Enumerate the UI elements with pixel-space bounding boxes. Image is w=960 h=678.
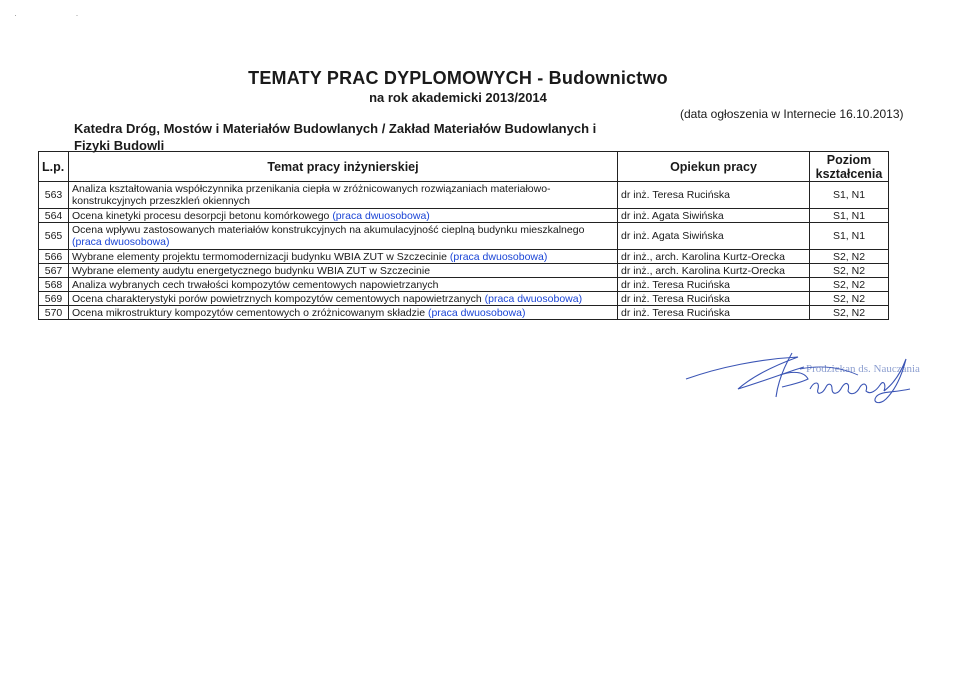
header-level: Poziom kształcenia [810,152,889,182]
row-supervisor: dr inż. Agata Siwińska [618,223,810,250]
row-supervisor: dr inż. Teresa Rucińska [618,278,810,292]
page-title: TEMATY PRAC DYPLOMOWYCH - Budownictwo [248,68,668,88]
topic-text: Ocena mikrostruktury kompozytów cementowych o zróżnicowanym składzie [72,306,426,319]
row-level: S1, N1 [810,209,889,223]
table-header-row [39,152,889,182]
row-topic [69,278,618,292]
row-lp: 568 [39,278,69,292]
academic-year: na rok akademicki 2013/2014 [369,90,547,105]
row-supervisor: dr inż. Teresa Rucińska [618,306,810,320]
row-lp: 569 [39,292,69,306]
table-row [39,209,889,223]
table-row [39,306,889,320]
topic-text: Ocena kinetyki procesu desorpcji betonu komórkowego [72,209,330,222]
team-tag: (praca dwuosobowa) [332,209,430,222]
row-lp: 565 [39,223,69,250]
row-topic [69,209,618,223]
row-level: S2, N2 [810,292,889,306]
row-level: S1, N1 [810,182,889,209]
team-tag: (praca dwuosobowa) [449,250,548,263]
header-lp: L.p. [39,152,69,182]
row-topic [69,292,618,306]
row-level: S2, N2 [810,306,889,320]
department-name: Katedra Dróg, Mostów i Materiałów Budowlanych / Zakład Materiałów Budowlanych i Fizyki Budowli [74,121,597,153]
topic-text: Analiza kształtowania współczynnika przenikania ciepła w zróżnicowanych rozwiązaniach materiałowo-konstrukcyjnych przeszkleń okiennych [72,183,551,207]
topic-text: Analiza wybranych cech trwałości kompozytów cementowych napowietrzanych [72,278,439,291]
row-level: S2, N2 [810,278,889,292]
team-tag: (praca dwuosobowa) [427,306,526,319]
row-supervisor: dr inż. Agata Siwińska [618,209,810,223]
scan-marks: · · [14,10,107,20]
row-level: S1, N1 [810,223,889,250]
row-lp: 566 [39,250,69,264]
header-supervisor: Opiekun pracy [618,152,810,182]
row-supervisor: dr inż., arch. Karolina Kurtz-Orecka [618,250,810,264]
signature [680,345,920,415]
table-row [39,223,889,250]
header-topic: Temat pracy inżynierskiej [69,152,618,182]
row-lp: 563 [39,182,69,209]
topic-text: Wybrane elementy projektu termomodernizacji budynku WBIA ZUT w Szczecinie [72,250,447,263]
row-topic [69,223,618,250]
topics-table [38,151,889,320]
row-supervisor: dr inż. Teresa Rucińska [618,182,810,209]
table-row [39,250,889,264]
row-lp: 564 [39,209,69,223]
row-level: S2, N2 [810,250,889,264]
topic-text: Ocena wpływu zastosowanych materiałów konstrukcyjnych na akumulacyjność cieplną budynku mieszkalnego [72,224,585,236]
table-row [39,292,889,306]
team-tag: (praca dwuosobowa) [72,236,170,248]
row-level: S2, N2 [810,264,889,278]
team-tag: (praca dwuosobowa) [484,292,583,305]
table-row [39,278,889,292]
table-row [39,264,889,278]
announcement-date: (data ogłoszenia w Internecie 16.10.2013) [680,107,904,121]
row-supervisor: dr inż., arch. Karolina Kurtz-Orecka [618,264,810,278]
stamp-text: Prodziekan ds. Nauczania [806,363,920,375]
signature-stamp [680,345,920,415]
row-topic [69,182,618,209]
row-topic [69,250,618,264]
topic-text: Ocena charakterystyki porów powietrznych kompozytów cementowych napowietrzanych [72,292,482,305]
table-row [39,182,889,209]
row-lp: 570 [39,306,69,320]
row-lp: 567 [39,264,69,278]
row-supervisor: dr inż. Teresa Rucińska [618,292,810,306]
topic-text: Wybrane elementy audytu energetycznego budynku WBIA ZUT w Szczecinie [72,264,431,277]
row-topic [69,306,618,320]
row-topic [69,264,618,278]
